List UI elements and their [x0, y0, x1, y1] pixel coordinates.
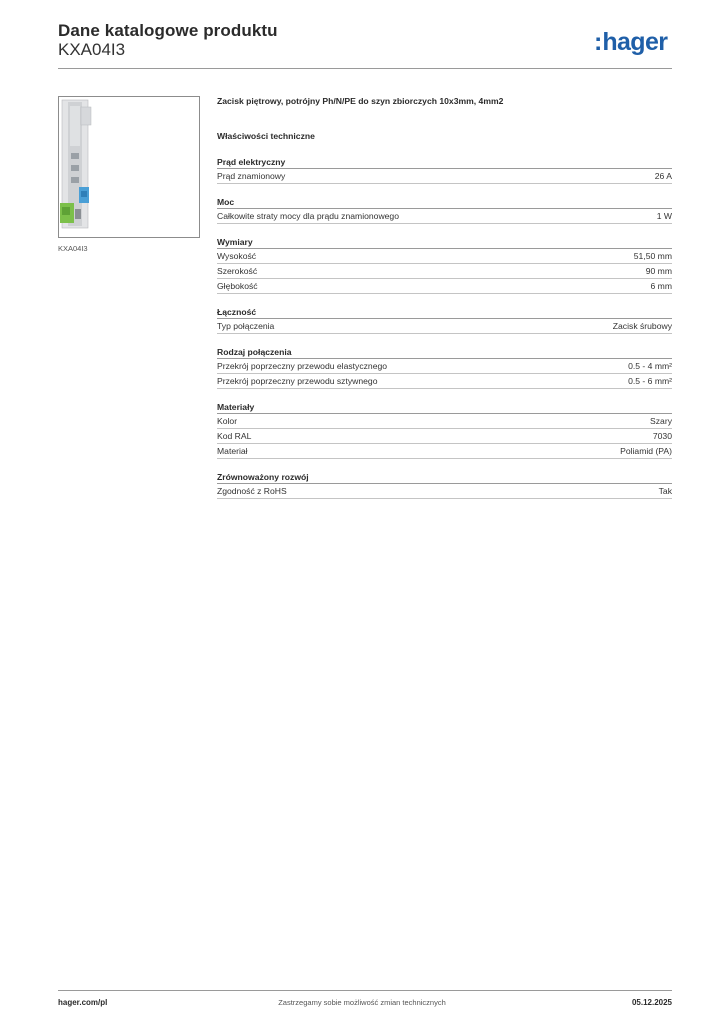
property-row: [217, 374, 672, 389]
property-label: Całkowite straty mocy dla prądu znamionowego: [217, 211, 399, 221]
section-title: Zrównoważony rozwój: [217, 471, 672, 484]
section-title: Łączność: [217, 306, 672, 319]
logo-text: hager: [602, 28, 668, 56]
property-row: [217, 414, 672, 429]
product-details: [217, 96, 672, 511]
header-divider: [58, 68, 672, 69]
property-value: 1 W: [656, 211, 672, 221]
property-section: [217, 156, 672, 184]
property-value: 6 mm: [650, 281, 672, 291]
footer-website: hager.com/pl: [58, 998, 108, 1007]
section-title: Rodzaj połączenia: [217, 346, 672, 359]
property-section: [217, 306, 672, 334]
product-image-frame: [58, 96, 200, 238]
product-description: Zacisk piętrowy, potrójny Ph/N/PE do szyn zbiorczych 10x3mm, 4mm2: [217, 96, 504, 106]
property-value: 51,50 mm: [633, 251, 672, 261]
property-label: Przekrój poprzeczny przewodu elastycznego: [217, 361, 388, 371]
property-label: Zgodność z RoHS: [217, 486, 287, 496]
section-title: Wymiary: [217, 236, 672, 249]
property-row: [217, 359, 672, 374]
property-label: Typ połączenia: [217, 321, 275, 331]
property-label: Kolor: [217, 416, 238, 426]
logo-dots: :: [594, 28, 603, 56]
property-label: Szerokość: [217, 266, 258, 276]
section-title: Moc: [217, 196, 672, 209]
property-label: Wysokość: [217, 251, 257, 261]
property-label: Materiał: [217, 446, 248, 456]
product-image: [59, 97, 199, 237]
property-row: [217, 429, 672, 444]
product-code: KXA04I3: [58, 40, 126, 59]
property-section: [217, 401, 672, 459]
property-label: Głębokość: [217, 281, 258, 291]
property-section: [217, 196, 672, 224]
property-value: Zacisk śrubowy: [612, 321, 672, 331]
property-value: 0.5 - 6 mm²: [628, 376, 672, 386]
property-value: Tak: [658, 486, 672, 496]
image-caption: KXA04I3: [58, 244, 88, 253]
property-label: Prąd znamionowy: [217, 171, 286, 181]
property-value: 0.5 - 4 mm²: [628, 361, 672, 371]
property-label: Kod RAL: [217, 431, 252, 441]
property-section: [217, 236, 672, 294]
property-value: 90 mm: [645, 266, 672, 276]
technical-properties-heading: Właściwości techniczne: [217, 131, 315, 141]
property-row: [217, 444, 672, 459]
document-title: Dane katalogowe produktu: [58, 21, 278, 40]
section-title: Materiały: [217, 401, 672, 414]
footer-date: 05.12.2025: [631, 998, 672, 1007]
property-value: 26 A: [654, 171, 672, 181]
property-row: [217, 484, 672, 499]
property-row: [217, 169, 672, 184]
property-label: Przekrój poprzeczny przewodu sztywnego: [217, 376, 378, 386]
property-value: Poliamid (PA): [620, 446, 672, 456]
footer-divider: [58, 990, 672, 991]
property-sections: [217, 156, 672, 499]
property-row: [217, 319, 672, 334]
property-row: [217, 264, 672, 279]
property-row: [217, 279, 672, 294]
property-section: [217, 346, 672, 389]
section-title: Prąd elektryczny: [217, 156, 672, 169]
footer-disclaimer: Zastrzegamy sobie możliwość zmian technicznych: [278, 998, 446, 1007]
property-value: Szary: [650, 416, 672, 426]
property-row: [217, 209, 672, 224]
property-section: [217, 471, 672, 499]
hager-logo: [594, 28, 667, 57]
property-row: [217, 249, 672, 264]
property-value: 7030: [652, 431, 672, 441]
